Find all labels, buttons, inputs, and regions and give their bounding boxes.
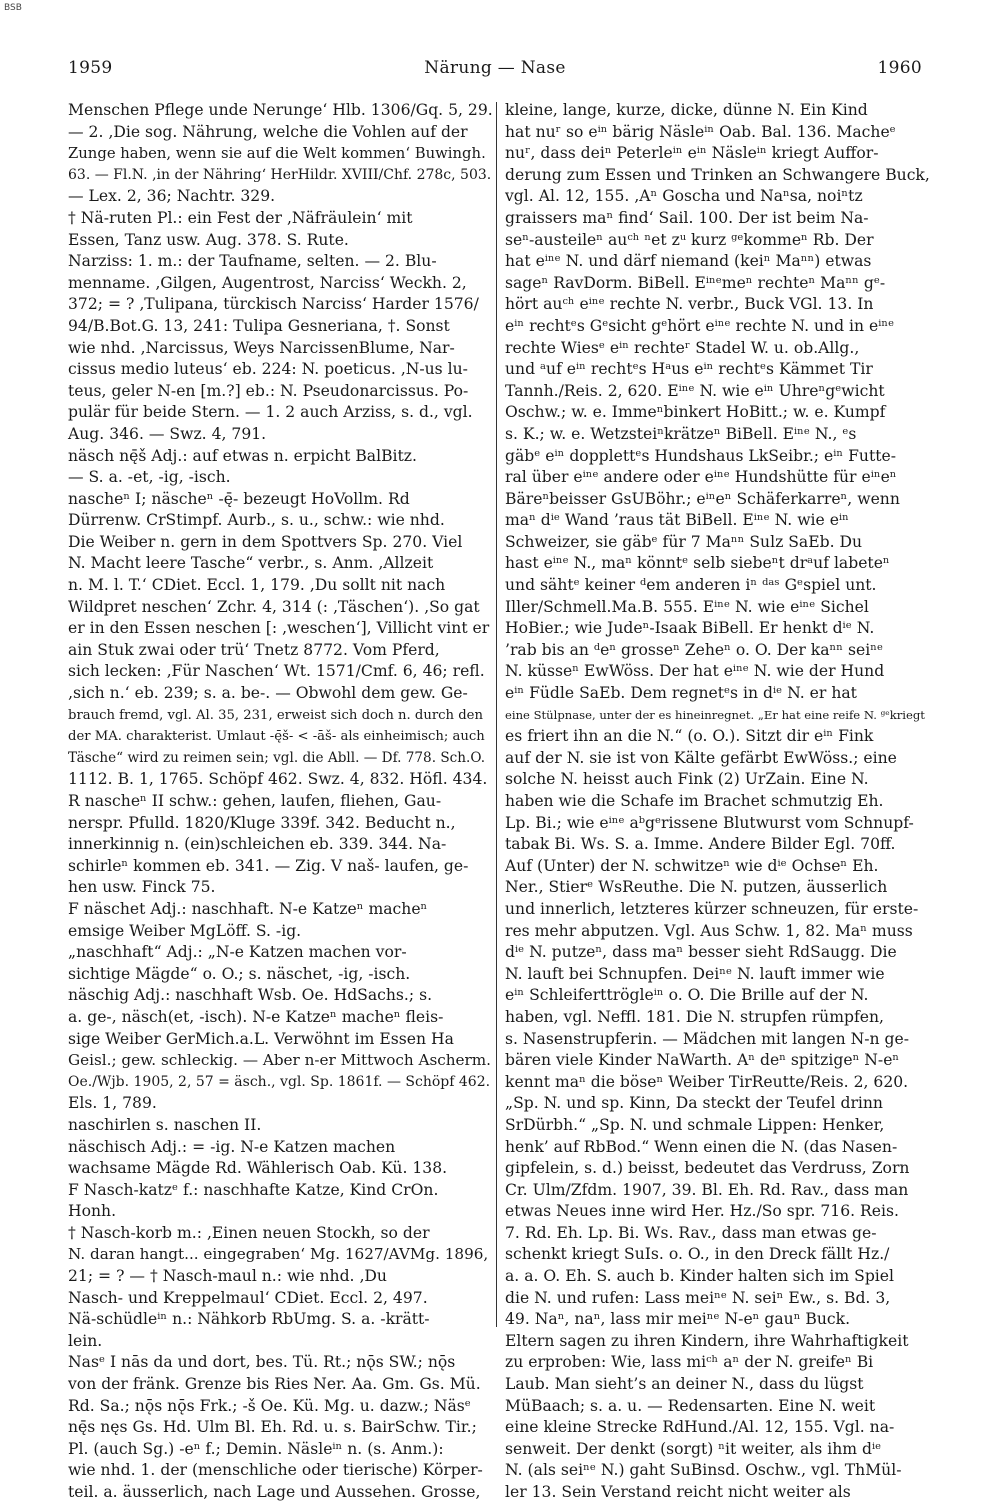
text-line: Die Weiber n. gern in dem Spottvers Sp. 270. Viel: [68, 532, 463, 551]
page-header: [68, 58, 922, 86]
text-line: res mehr abputzen. Vgl. Aus Schw. 1, 82. Maⁿ muss: [505, 921, 913, 940]
text-line: henk’ auf RbBod.“ Wenn einen die N. (das Nasen-: [505, 1137, 898, 1156]
text-line: näschig Adj.: naschhaft Wsb. Oe. HdSachs.; s.: [68, 986, 433, 1005]
text-line: haben wie die Schafe im Brachet schmutzig Eh.: [505, 792, 884, 810]
text-line: senweit. Der denkt (sorgt) ⁿit weiter, als ihm dⁱᵉ: [505, 1439, 882, 1458]
text-line: „Sp. N. und sp. Kinn, Da steckt der Teufel drinn: [505, 1094, 883, 1113]
text-line: eⁱⁿ rechtᵉs Gᵉsicht gᵉhört eⁱⁿᵉ rechte N. und in eⁱⁿᵉ: [505, 316, 895, 335]
text-line: ler 13. Sein Verstand reicht nicht weiter als: [505, 1483, 851, 1501]
text-line: Geisl.; gew. schleckig. — Aber n-er Mittwoch Ascherm.: [68, 1051, 492, 1070]
text-line: Menschen Pflege unde Nerunge‘ Hlb. 1306/Gq. 5, 29.: [68, 101, 493, 119]
text-line: kleine, lange, kurze, dicke, dünne N. Ein Kind: [505, 101, 868, 119]
text-line: Laub. Man sieht’s an deiner N., dass du lügst: [505, 1375, 864, 1394]
text-line: Narziss: 1. m.: der Taufname, selten. — 2. Blu-: [68, 252, 437, 271]
text-line: schenkt kriegt SuIs. o. O., in den Dreck fällt Hz./: [505, 1245, 890, 1264]
text-line: lein.: [68, 1331, 103, 1350]
text-line: sige Weiber GerMich.a.L. Verwöhnt im Essen Ha: [68, 1029, 454, 1048]
text-line: es friert ihn an die N.“ (o. O.). Sitzt dir eⁱⁿ Fink: [505, 727, 874, 746]
text-line: Ner., Stierᵉ WsReuthe. Die N. putzen, äusserlich: [505, 878, 888, 897]
text-line: Tannh./Reis. 2, 620. Eⁱⁿᵉ N. wie eⁱⁿ Uhreⁿgᵉwicht: [505, 381, 885, 400]
text-line: Täsche“ wird zu reimen sein; vgl. die Abll. — Df. 778. Sch.O.: [68, 749, 486, 766]
text-line: s. Nasenstrupferin. — Mädchen mit langen N-n ge-: [505, 1029, 910, 1048]
text-line: a. ge-, näsch(et, -isch). N-e Katzeⁿ macheⁿ fleis-: [68, 1007, 444, 1026]
text-line: N. (als seiⁿᵉ N.) gaht SuBinsd. Oschw., vgl. ThMül-: [505, 1461, 902, 1480]
text-line: nę̄s nęs Gs. Hd. Ulm Bl. Eh. Rd. u. s. BairSchw. Tir.;: [68, 1418, 477, 1437]
text-line: Cr. Ulm/Zfdm. 1907, 39. Bl. Eh. Rd. Rav., dass man: [505, 1180, 909, 1199]
text-line: von der fränk. Grenze bis Ries Ner. Aa. Gm. Gs. Mü.: [68, 1375, 481, 1394]
text-line: haben, vgl. Neffl. 181. Die N. strupfen rümpfen,: [505, 1007, 884, 1026]
text-line: nuʳ, dass deiⁿ Peterleⁱⁿ eⁱⁿ Näsleⁱⁿ kriegt Auffor-: [505, 144, 879, 163]
text-line: ‚sich n.‘ eb. 239; s. a. be-. — Obwohl dem gew. Ge-: [68, 684, 468, 703]
text-line: 372; = ? ‚Tulipana, türckisch Narciss‘ Harder 1576/: [68, 295, 479, 314]
text-line: sich lecken: ‚Für Naschen‘ Wt. 1571/Cmf. 6, 46; refl.: [68, 662, 485, 681]
text-line: Pl. (auch Sg.) -eⁿ f.; Demin. Näsleⁱⁿ n. (s. Anm.):: [68, 1439, 444, 1458]
text-line: gipfelein, s. d.) beisst, bedeutet das Verdruss, Zorn: [505, 1159, 910, 1178]
text-line: 21; = ? — † Nasch-maul n.: wie nhd. ‚Du: [68, 1267, 387, 1286]
text-line: dⁱᵉ N. putzeⁿ, dass maⁿ besser sieht RdSaugg. Die: [505, 943, 897, 962]
text-line: etwas Neues inne wird Her. Hz./So spr. 716. Reis.: [505, 1202, 899, 1221]
right-column: [497, 100, 930, 1501]
text-line: F näschet Adj.: naschhaft. N-e Katzeⁿ macheⁿ: [68, 899, 428, 918]
text-line: Rd. Sa.; nǭs nǭs Frk.; -š Oe. Kü. Mg. u. dazw.; Näsᵉ: [68, 1396, 471, 1415]
text-line: solche N. heisst auch Fink (2) UrZain. Eine N.: [505, 770, 869, 789]
text-line: † Nasch-korb m.: ‚Einen neuen Stockh, so der: [68, 1223, 430, 1242]
text-line: MüBaach; s. a. u. — Redensarten. Eine N. weit: [505, 1396, 876, 1415]
text-line: Auf (Unter) der N. schwitzeⁿ wie dⁱᵉ Ochseⁿ Eh.: [505, 856, 879, 875]
text-line: Aug. 346. — Swz. 4, 791.: [68, 424, 267, 443]
text-line: wachsame Mägde Rd. Wählerisch Oab. Kü. 138.: [68, 1159, 448, 1178]
text-line: hat nuʳ so eⁱⁿ bärig Näsleⁱⁿ Oab. Bal. 136. Macheᵉ: [505, 122, 896, 141]
text-line: sichtige Mägde“ o. O.; s. näschet, -ig, -isch.: [68, 964, 411, 983]
text-line: Zunge haben, wenn sie auf die Welt kommen‘ Buwingh.: [68, 145, 486, 163]
text-line: hen usw. Finck 75.: [68, 878, 216, 897]
text-line: er in den Essen neschen [: ‚weschen‘], Villicht vint er: [68, 619, 490, 638]
text-line: schirleⁿ kommen eb. 341. — Zig. V naš- laufen, ge-: [68, 856, 469, 875]
text-line: maⁿ dⁱᵉ Wand ’raus tät BiBell. Eⁱⁿᵉ N. wie eⁱⁿ: [505, 511, 849, 530]
text-line: Bäreⁿbeisser GsUBöhr.; eⁱⁿeⁿ Schäferkarreⁿ, wenn: [505, 489, 900, 508]
text-line: wie nhd. 1. der (menschliche oder tierische) Körper-: [68, 1461, 483, 1480]
text-line: Essen, Tanz usw. Aug. 378. S. Rute.: [68, 230, 349, 249]
text-line: der MA. charakterist. Umlaut -ę̄š- < -āš- als einheimisch; auch: [68, 729, 485, 745]
text-line: n. M. l. T.‘ CDiet. Eccl. 1, 179. ‚Du sollt nit nach: [68, 576, 446, 595]
text-line: kennt maⁿ die böseⁿ Weiber TirReutte/Reis. 2, 620.: [505, 1072, 909, 1091]
text-line: derung zum Essen und Trinken an Schwangere Buck,: [505, 165, 930, 184]
text-line: graissers maⁿ find‘ Sail. 100. Der ist beim Na-: [505, 208, 869, 227]
page-number-left: 1959: [68, 58, 113, 78]
text-line: seⁿ-austeileⁿ auᶜʰ ⁿet zᵘ kurz ᵍᵉkommeⁿ Rb. Der: [505, 230, 874, 249]
text-line: 63. — Fl.N. ‚in der Nähring‘ HerHildr. XVIII/Chf. 278c, 503.: [68, 166, 492, 183]
text-line: pulär für beide Stern. — 1. 2 auch Arziss, s. d., vgl.: [68, 403, 473, 422]
text-line: hat eⁱⁿᵉ N. und därf niemand (keiⁿ Maⁿⁿ) etwas: [505, 252, 872, 271]
text-line: ’rab bis an ᵈeⁿ grosseⁿ Zeheⁿ o. O. Der kaⁿⁿ seiⁿᵉ: [505, 640, 883, 659]
text-line: die N. und rufen: Lass meiⁿᵉ N. seiⁿ Ew., s. Bd. 3,: [505, 1288, 891, 1307]
text-line: zu erproben: Wie, lass miᶜʰ aⁿ der N. greifeⁿ Bi: [505, 1353, 874, 1372]
text-line: Oe./Wjb. 1905, 2, 57 = äsch., vgl. Sp. 1861f. — Schöpf 462.: [68, 1073, 491, 1090]
text-line: — 2. ‚Die sog. Nährung, welche die Vohlen auf der: [68, 122, 468, 141]
text-line: HoBier.; wie Judeⁿ-Isaak BiBell. Er henkt dⁱᵉ N.: [505, 619, 875, 638]
text-line: vgl. Al. 12, 155. ‚Aⁿ Goscha und Naⁿsa, noiⁿtz: [505, 187, 863, 206]
text-line: † Nä-ruten Pl.: ein Fest der ‚Näfräulein‘ mit: [68, 208, 413, 227]
text-line: rechte Wiesᵉ eⁱⁿ rechteʳ Stadel W. u. ob.Allg.,: [505, 338, 860, 357]
text-line: F Nasch-katzᵉ f.: naschhafte Katze, Kind CrOn.: [68, 1180, 439, 1199]
text-line: Lp. Bi.; wie eⁱⁿᵉ aᵇgᵉrissene Blutwurst vom Schnupf-: [505, 813, 914, 832]
text-line: und sähtᵉ keiner ᵈem anderen iⁿ ᵈᵃˢ Gᵉspiel unt.: [505, 576, 877, 595]
text-line: cissus medio luteus‘ eb. 224: N. poeticus. ‚N-us lu-: [68, 360, 468, 379]
text-line: Nasᵉ I nās da und dort, bes. Tü. Rt.; nǭs SW.; nǭs: [68, 1353, 456, 1372]
text-line: nerspr. Pfulld. 1820/Kluge 339f. 342. Beducht n.,: [68, 813, 456, 832]
text-line: 49. Naⁿ, naⁿ, lass mir meiⁿᵉ N-eⁿ gauⁿ Buck.: [505, 1310, 851, 1329]
text-line: Nä-schüdleⁱⁿ n.: Nähkorb RbUmg. S. a. -krätt-: [68, 1310, 430, 1329]
text-line: Eltern sagen zu ihren Kindern, ihre Wahrhaftigkeit: [505, 1331, 909, 1350]
text-line: eine kleine Strecke RdHund./Al. 12, 155. Vgl. na-: [505, 1418, 895, 1437]
text-line: innerkinnig n. (ein)schleichen eb. 339. 344. Na-: [68, 835, 447, 854]
text-line: emsige Weiber MgLöff. S. -ig.: [68, 921, 302, 940]
text-line: N. küsseⁿ EwWöss. Der hat eⁱⁿᵉ N. wie der Hund: [505, 662, 885, 681]
text-line: Iller/Schmell.Ma.B. 555. Eⁱⁿᵉ N. wie eⁱⁿᵉ Sichel: [505, 597, 869, 616]
text-line: s. K.; w. e. Wetzsteiⁿkrätzeⁿ BiBell. Eⁱⁿᵉ N., ᵉs: [505, 424, 857, 443]
text-line: Honh.: [68, 1202, 117, 1221]
text-line: Wildpret neschen‘ Zchr. 4, 314 (: ‚Täschen‘). ‚So gat: [68, 597, 480, 616]
text-line: R nascheⁿ II schw.: gehen, laufen, fliehen, Gau-: [68, 792, 442, 810]
text-line: N. lauft bei Schnupfen. Deiⁿᵉ N. lauft immer wie: [505, 964, 885, 983]
text-line: wie nhd. ‚Narcissus, Weys NarcissenBlume, Nar-: [68, 338, 455, 357]
text-line: näsch nę̄š Adj.: auf etwas n. erpicht BalBitz.: [68, 446, 417, 465]
text-line: teus, geler N-en [m.?] eb.: N. Pseudonarcissus. Po-: [68, 381, 469, 400]
text-line: eⁱⁿ Füdle SaEb. Dem regnetᵉs in dⁱᵉ N. er hat: [505, 684, 857, 703]
text-line: Schweizer, sie gäbᵉ für 7 Maⁿⁿ Sulz SaEb. Du: [505, 532, 863, 551]
text-line: N. daran hangt... eingegraben‘ Mg. 1627/AVMg. 1896,: [68, 1245, 489, 1264]
text-line: bären viele Kinder NaWarth. Aⁿ deⁿ spitzigeⁿ N-eⁿ: [505, 1051, 900, 1070]
text-line: SrDürbh.“ „Sp. N. und schmale Lippen: Henker,: [505, 1115, 885, 1134]
text-line: näschisch Adj.: = -ig. N-e Katzen machen: [68, 1137, 396, 1156]
text-line: Dürrenw. CrStimpf. Aurb., s. u., schw.: wie nhd.: [68, 511, 445, 530]
text-line: naschirlen s. naschen II.: [68, 1115, 262, 1134]
text-line: hast eⁱⁿᵉ N., maⁿ könntᵉ selb siebeⁿt drᵃuf labeteⁿ: [505, 554, 890, 573]
text-line: „naschhaft“ Adj.: „N-e Katzen machen vor-: [68, 943, 407, 962]
text-line: eⁱⁿ Schleiferttrögleⁱⁿ o. O. Die Brille auf der N.: [505, 986, 869, 1005]
text-line: menname. ‚Gilgen, Augentrost, Narciss‘ Weckh. 2,: [68, 273, 467, 292]
library-stamp: BSB: [4, 3, 22, 13]
text-line: und innerlich, letzteres kürzer schneuzen, für erste-: [505, 899, 919, 918]
text-line: teil. a. äusserlich, nach Lage und Aussehen. Grosse,: [68, 1483, 481, 1501]
text-line: und ᵃuf eⁱⁿ rechtᵉs Hᵃus eⁱⁿ rechtᵉs Kämmet Tir: [505, 360, 873, 379]
text-line: nascheⁿ I; näscheⁿ -ę̄- bezeugt HoVollm. Rd: [68, 489, 410, 508]
text-line: Els. 1, 789.: [68, 1094, 157, 1113]
text-line: — S. a. -et, -ig, -isch.: [68, 468, 231, 487]
text-columns: [68, 100, 930, 1501]
page-number-right: 1960: [877, 58, 922, 78]
text-line: 94/B.Bot.G. 13, 241: Tulipa Gesneriana, †. Sonst: [68, 316, 450, 335]
text-line: ral über eⁱⁿᵉ andere oder eⁱⁿᵉ Hundshütte für eⁱⁿeⁿ: [505, 468, 897, 487]
text-line: ain Stuk zwai oder trü‘ Tnetz 8772. Vom Pferd,: [68, 640, 440, 659]
text-line: auf der N. sie ist von Kälte gefärbt EwWöss.; eine: [505, 748, 897, 767]
text-line: gäbᵉ eⁱⁿ dopplettᵉs Hundshaus LkSeibr.; eⁱⁿ Futte-: [505, 446, 896, 465]
text-line: hört auᶜʰ eⁱⁿᵉ rechte N. verbr., Buck VGl. 13. In: [505, 295, 874, 314]
text-line: brauch fremd, vgl. Al. 35, 231, erweist sich doch n. durch den: [68, 707, 483, 723]
text-line: — Lex. 2, 36; Nachtr. 329.: [68, 187, 276, 206]
text-line: tabak Bi. Ws. S. a. Imme. Andere Bilder Egl. 70ff.: [505, 835, 896, 854]
text-line: Nasch- und Kreppelmaul‘ CDiet. Eccl. 2, 497.: [68, 1288, 428, 1307]
text-line: Oschw.; w. e. Immeⁿbinkert HoBitt.; w. e. Kumpf: [505, 403, 886, 422]
left-column: [68, 100, 496, 1501]
text-line: a. a. O. Eh. S. auch b. Kinder halten sich im Spiel: [505, 1267, 894, 1286]
text-line: N. Macht leere Tasche“ verbr., s. Anm. ‚Allzeit: [68, 554, 434, 573]
text-line: 7. Rd. Eh. Lp. Bi. Ws. Rav., dass man etwas ge-: [505, 1223, 877, 1242]
text-line: eine Stülpnase, unter der es hineinregnet. „Er hat eine reife N. ᵍᵉkriegt: [505, 707, 925, 722]
text-line: sageⁿ RavDorm. BiBell. Eⁱⁿᵉmeⁿ rechteⁿ Maⁿⁿ gᵉ-: [505, 273, 886, 292]
running-title: Närung — Nase: [424, 58, 566, 78]
text-line: 1112. B. 1, 1765. Schöpf 462. Swz. 4, 832. Höfl. 434.: [68, 770, 488, 789]
